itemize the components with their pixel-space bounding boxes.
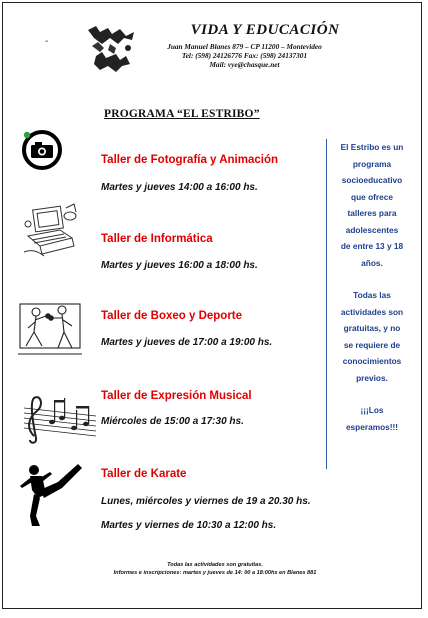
side-info-line: Todas las — [353, 290, 391, 300]
side-info-line: actividades son — [340, 306, 404, 317]
decorative-dash: - — [45, 36, 49, 47]
taller-title-karate: Taller de Karate — [101, 468, 187, 480]
side-info-line: gratuitas, y no — [343, 323, 401, 333]
footer-note-enrollment: Informes e inscripciones: martes y jueves de 14: 00 a 18:00hs en Blanes 881 — [113, 570, 317, 576]
taller-title-fotografia: Taller de Fotografía y Animación — [101, 154, 279, 166]
side-info-line: que ofrece — [351, 191, 393, 202]
boxing-icon — [16, 296, 84, 364]
side-info-line: adolescentes — [345, 224, 399, 235]
organization-name: VIDA Y EDUCACIÓN — [190, 22, 340, 38]
taller-schedule-karate-1: Lunes, miércoles y viernes de 19 a 20.30 hs. — [101, 496, 311, 507]
camera-icon — [18, 128, 66, 172]
taller-schedule-musical: Miércoles de 15:00 a 17:30 hs. — [101, 416, 244, 427]
side-info-line: El Estribo es un — [340, 142, 404, 152]
organization-logo-icon — [86, 26, 136, 74]
organization-address: Juan Manuel Blanes 879 – CP 11200 – Montevideo — [167, 42, 322, 51]
taller-title-informatica: Taller de Informática — [101, 233, 213, 245]
organization-phones: Tel: (598) 24126776 Fax: (598) 24137301 — [181, 51, 308, 60]
taller-schedule-fotografia: Martes y jueves 14:00 a 16:00 hs. — [101, 182, 258, 193]
taller-schedule-informatica: Martes y jueves 16:00 a 18:00 hs. — [101, 260, 258, 271]
taller-schedule-karate-2: Martes y viernes de 10:30 a 12:00 hs. — [101, 520, 277, 531]
organization-mail: Mail: vye@chasque.net — [209, 60, 280, 69]
music-notes-icon — [20, 388, 100, 444]
side-info-line: de entre 13 y 18 — [340, 241, 404, 251]
taller-title-musical: Taller de Expresión Musical — [101, 390, 252, 402]
side-info-intro — [327, 139, 414, 271]
karate-icon — [14, 460, 84, 530]
side-info-line: conocimientos — [342, 356, 402, 366]
side-info-line: se requiere de — [343, 339, 401, 350]
side-info-welcome — [327, 402, 414, 435]
side-info-line: esperamos!!! — [345, 421, 399, 432]
taller-schedule-boxeo: Martes y jueves de 17:00 a 19:00 hs. — [101, 337, 273, 348]
side-info-line: años. — [361, 257, 383, 268]
side-info-panel — [326, 139, 414, 469]
taller-title-boxeo: Taller de Boxeo y Deporte — [101, 310, 243, 322]
program-title: PROGRAMA “EL ESTRIBO” — [104, 108, 260, 120]
side-info-line: talleres para — [347, 208, 397, 218]
computer-icon — [20, 200, 82, 260]
side-info-line: socioeducativo — [341, 175, 403, 185]
footer-note-free: Todas las actividades son gratuitas. — [167, 562, 263, 568]
side-info-line: previos. — [356, 372, 388, 383]
side-info-line: programa — [352, 158, 392, 169]
side-info-line: ¡¡¡Los — [360, 405, 384, 415]
side-info-free — [327, 287, 414, 386]
